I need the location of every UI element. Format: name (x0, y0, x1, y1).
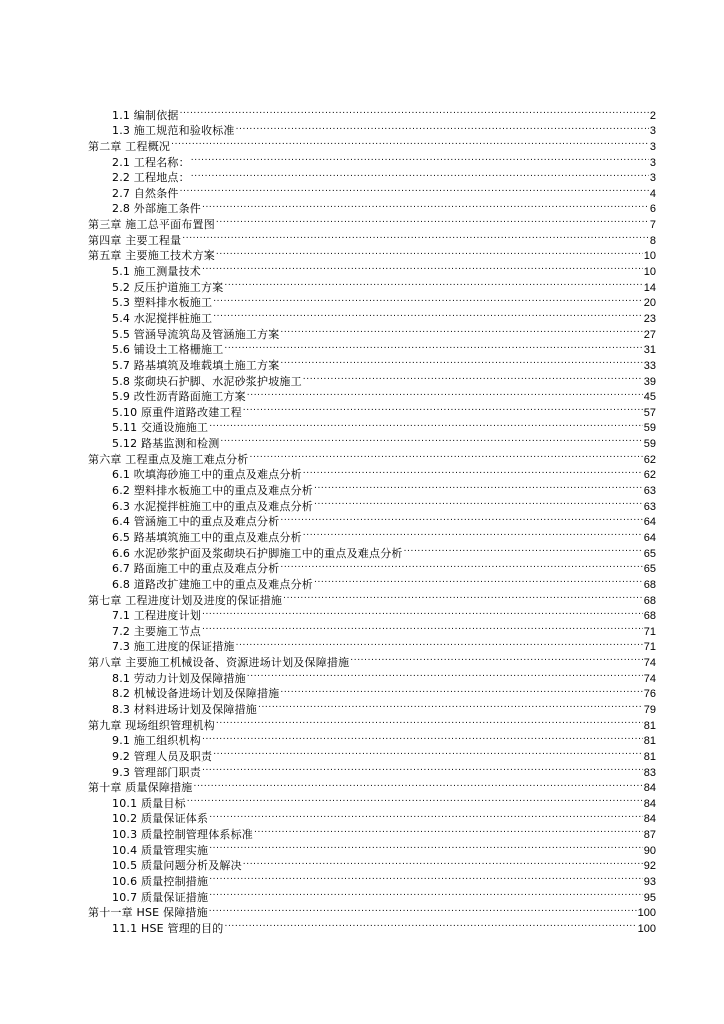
toc-dot-leader (220, 431, 642, 447)
toc-entry-title: 5.12 路基监测和检测 (112, 437, 220, 451)
toc-dot-leader (283, 588, 643, 604)
toc-page-number: 81 (643, 735, 656, 748)
toc-entry-title: 1.1 编制依据 (112, 108, 179, 122)
toc-entry-title: 2.2 工程地点： (112, 171, 190, 185)
toc-page-number: 84 (643, 782, 656, 795)
toc-dot-leader (280, 682, 642, 698)
toc-dot-leader (202, 604, 643, 620)
toc-page-number: 63 (643, 485, 656, 498)
toc-entry-title: 5.3 塑料排水板施工 (112, 296, 213, 310)
toc-entry-title: 第三章 施工总平面布置图 (88, 218, 215, 232)
toc-dot-leader (314, 494, 643, 510)
toc-entry-title: 5.9 改性沥青路面施工方案 (112, 390, 246, 404)
table-of-contents (88, 103, 656, 935)
toc-entry-title: 6.7 路面施工中的重点及难点分析 (112, 562, 280, 576)
toc-dot-leader (243, 400, 643, 416)
toc-dot-leader (247, 385, 643, 401)
toc-dot-leader (209, 869, 643, 885)
toc-dot-leader (191, 166, 649, 182)
toc-dot-leader (216, 212, 649, 228)
toc-page-number: 10 (643, 266, 656, 279)
toc-page-number: 20 (643, 297, 656, 310)
toc-dot-leader (209, 807, 643, 823)
toc-entry-title: 10.6 质量控制措施 (112, 875, 209, 889)
toc-entry-title: 7.1 工程进度计划 (112, 609, 201, 623)
toc-page-number: 71 (643, 625, 656, 638)
toc-entry-title: 5.4 水泥搅拌桩施工 (112, 311, 213, 325)
toc-page-number: 14 (643, 281, 656, 294)
toc-section-entry[interactable] (88, 103, 656, 122)
toc-entry-title: 第十章 质量保障措施 (88, 781, 193, 795)
toc-page-number: 6 (649, 203, 656, 216)
toc-page-number: 74 (643, 672, 656, 685)
toc-page-number: 81 (643, 719, 656, 732)
toc-page-number: 3 (649, 156, 656, 169)
toc-dot-leader (209, 416, 643, 432)
toc-entry-title: 5.10 原重件道路改建工程 (112, 405, 242, 419)
toc-dot-leader (216, 713, 643, 729)
toc-dot-leader (194, 776, 643, 792)
toc-page-number: 63 (643, 500, 656, 513)
toc-dot-leader (280, 510, 642, 526)
toc-entry-title: 10.7 质量保证措施 (112, 890, 209, 904)
toc-entry-title: 5.6 铺设土工格栅施工 (112, 343, 224, 357)
toc-dot-leader (236, 119, 649, 135)
toc-page-number: 64 (643, 516, 656, 529)
toc-entry-title: 2.7 自然条件 (112, 186, 179, 200)
toc-dot-leader (213, 744, 643, 760)
toc-entry-title: 5.8 浆砌块石护脚、水泥砂浆护坡施工 (112, 374, 302, 388)
toc-page-number: 8 (649, 234, 656, 247)
toc-entry-title: 第八章 主要施工机械设备、资源进场计划及保障措施 (88, 656, 350, 670)
toc-page-number: 4 (649, 187, 656, 200)
toc-page-number: 7 (649, 219, 656, 232)
toc-entry-title: 第四章 主要工程量 (88, 233, 182, 247)
toc-dot-leader (180, 181, 649, 197)
toc-page-number: 95 (643, 891, 656, 904)
toc-page-number: 39 (643, 375, 656, 388)
toc-entry-title: 6.4 管涵施工中的重点及难点分析 (112, 515, 280, 529)
toc-page-number: 3 (649, 140, 656, 153)
toc-page-number: 10 (643, 250, 656, 263)
toc-entry-title: 第五章 主要施工技术方案 (88, 249, 215, 263)
toc-chapter-entry[interactable] (88, 134, 656, 153)
toc-dot-leader (250, 447, 643, 463)
toc-dot-leader (350, 650, 642, 666)
toc-entry-title: 6.6 水泥砂浆护面及浆砌块石护脚施工中的重点及难点分析 (112, 546, 403, 560)
toc-page-number: 92 (643, 860, 656, 873)
toc-entry-title: 第七章 工程进度计划及进度的保证措施 (88, 593, 283, 607)
toc-page-number: 65 (643, 563, 656, 576)
toc-dot-leader (247, 666, 643, 682)
toc-entry-title: 10.5 质量问题分析及解决 (112, 859, 242, 873)
toc-dot-leader (303, 463, 643, 479)
toc-entry-title: 6.5 路基填筑施工中的重点及难点分析 (112, 530, 302, 544)
toc-dot-leader (280, 353, 642, 369)
toc-page-number: 2 (649, 109, 656, 122)
toc-page-number: 23 (643, 312, 656, 325)
toc-entry-title: 10.4 质量管理实施 (112, 843, 209, 857)
toc-page-number: 68 (643, 578, 656, 591)
toc-entry-title: 8.1 劳动力计划及保障措施 (112, 671, 246, 685)
toc-entry-title: 第二章 工程概况 (88, 139, 171, 153)
toc-dot-leader (209, 885, 643, 901)
toc-entry-title: 2.8 外部施工条件 (112, 202, 201, 216)
toc-entry-title: 7.3 施工进度的保证措施 (112, 640, 235, 654)
toc-dot-leader (213, 306, 643, 322)
toc-page-number: 87 (643, 829, 656, 842)
toc-dot-leader (187, 791, 643, 807)
toc-dot-leader (258, 697, 643, 713)
toc-page-number: 71 (643, 641, 656, 654)
toc-entry-title: 2.1 工程名称： (112, 155, 190, 169)
toc-entry-title: 9.1 施工组织机构 (112, 734, 201, 748)
toc-dot-leader (209, 838, 643, 854)
toc-page-number: 33 (643, 359, 656, 372)
toc-entry-title: 1.3 施工规范和验收标准 (112, 124, 235, 138)
toc-page-number: 59 (643, 422, 656, 435)
toc-entry-title: 6.3 水泥搅拌桩施工中的重点及难点分析 (112, 499, 313, 513)
toc-dot-leader (224, 338, 642, 354)
toc-page-number: 76 (643, 688, 656, 701)
toc-dot-leader (280, 557, 642, 573)
toc-entry-title: 9.3 管理部门职责 (112, 765, 201, 779)
toc-page-number: 81 (643, 750, 656, 763)
toc-page-number: 62 (643, 469, 656, 482)
toc-entry-title: 9.2 管理人员及职责 (112, 749, 213, 763)
toc-dot-leader (314, 478, 643, 494)
toc-page-number: 100 (637, 907, 656, 920)
toc-dot-leader (280, 322, 642, 338)
toc-entry-title: 5.2 反压护道施工方案 (112, 280, 224, 294)
toc-page-number: 59 (643, 438, 656, 451)
toc-entry-title: 6.1 吹填海砂施工中的重点及难点分析 (112, 468, 302, 482)
toc-entry-title: 5.11 交通设施施工 (112, 421, 209, 435)
toc-page-number: 68 (643, 594, 656, 607)
toc-page-number: 3 (649, 125, 656, 138)
toc-page-number: 57 (643, 406, 656, 419)
toc-dot-leader (213, 291, 643, 307)
toc-dot-leader (254, 822, 643, 838)
toc-page-number: 65 (643, 547, 656, 560)
toc-entry-title: 8.2 机械设备进场计划及保障措施 (112, 687, 280, 701)
toc-page-number: 68 (643, 610, 656, 623)
toc-page-number: 27 (643, 328, 656, 341)
toc-entry-title: 第十一章 HSE 保障措施 (88, 906, 208, 920)
toc-dot-leader (202, 619, 643, 635)
toc-page-number: 83 (643, 766, 656, 779)
toc-dot-leader (182, 228, 649, 244)
toc-page-number: 45 (643, 391, 656, 404)
toc-entry-title: 5.1 施工测量技术 (112, 265, 201, 279)
toc-section-entry[interactable] (88, 150, 656, 169)
toc-page-number: 93 (643, 876, 656, 889)
toc-dot-leader (236, 635, 643, 651)
toc-entry-title: 11.1 HSE 管理的目的 (112, 921, 224, 935)
toc-entry-title: 10.2 质量保证体系 (112, 812, 209, 826)
toc-entry-title: 5.7 路基填筑及堆载填土施工方案 (112, 358, 280, 372)
toc-entry-title: 6.2 塑料排水板施工中的重点及难点分析 (112, 484, 313, 498)
toc-entry-title: 7.2 主要施工节点 (112, 624, 201, 638)
toc-dot-leader (180, 103, 649, 119)
toc-dot-leader (191, 150, 649, 166)
toc-page-number: 3 (649, 172, 656, 185)
toc-entry-title: 第六章 工程重点及施工难点分析 (88, 452, 249, 466)
toc-dot-leader (202, 259, 643, 275)
toc-page-number: 62 (643, 453, 656, 466)
toc-entry-title: 第九章 现场组织管理机构 (88, 718, 215, 732)
toc-dot-leader (202, 197, 649, 213)
toc-entry-title: 10.3 质量控制管理体系标准 (112, 828, 253, 842)
toc-entry-title: 6.8 道路改扩建施工中的重点及难点分析 (112, 577, 313, 591)
toc-page-number: 31 (643, 344, 656, 357)
toc-entry-title: 10.1 质量目标 (112, 796, 186, 810)
toc-page-number: 84 (643, 813, 656, 826)
toc-page-number: 90 (643, 844, 656, 857)
toc-dot-leader (225, 916, 637, 932)
toc-page-number: 64 (643, 531, 656, 544)
toc-dot-leader (202, 760, 643, 776)
toc-dot-leader (209, 901, 637, 917)
toc-dot-leader (243, 854, 643, 870)
toc-entry-title: 8.3 材料进场计划及保障措施 (112, 702, 257, 716)
toc-dot-leader (224, 275, 642, 291)
toc-entry-title: 5.5 管涵导流筑岛及管涵施工方案 (112, 327, 280, 341)
toc-dot-leader (303, 525, 643, 541)
toc-dot-leader (216, 244, 643, 260)
toc-page-number: 74 (643, 657, 656, 670)
toc-page-number: 84 (643, 797, 656, 810)
toc-page-number: 100 (637, 922, 656, 935)
toc-page-number: 79 (643, 703, 656, 716)
toc-dot-leader (404, 541, 643, 557)
toc-dot-leader (303, 369, 643, 385)
toc-dot-leader (314, 572, 643, 588)
toc-dot-leader (171, 134, 649, 150)
toc-dot-leader (202, 729, 643, 745)
